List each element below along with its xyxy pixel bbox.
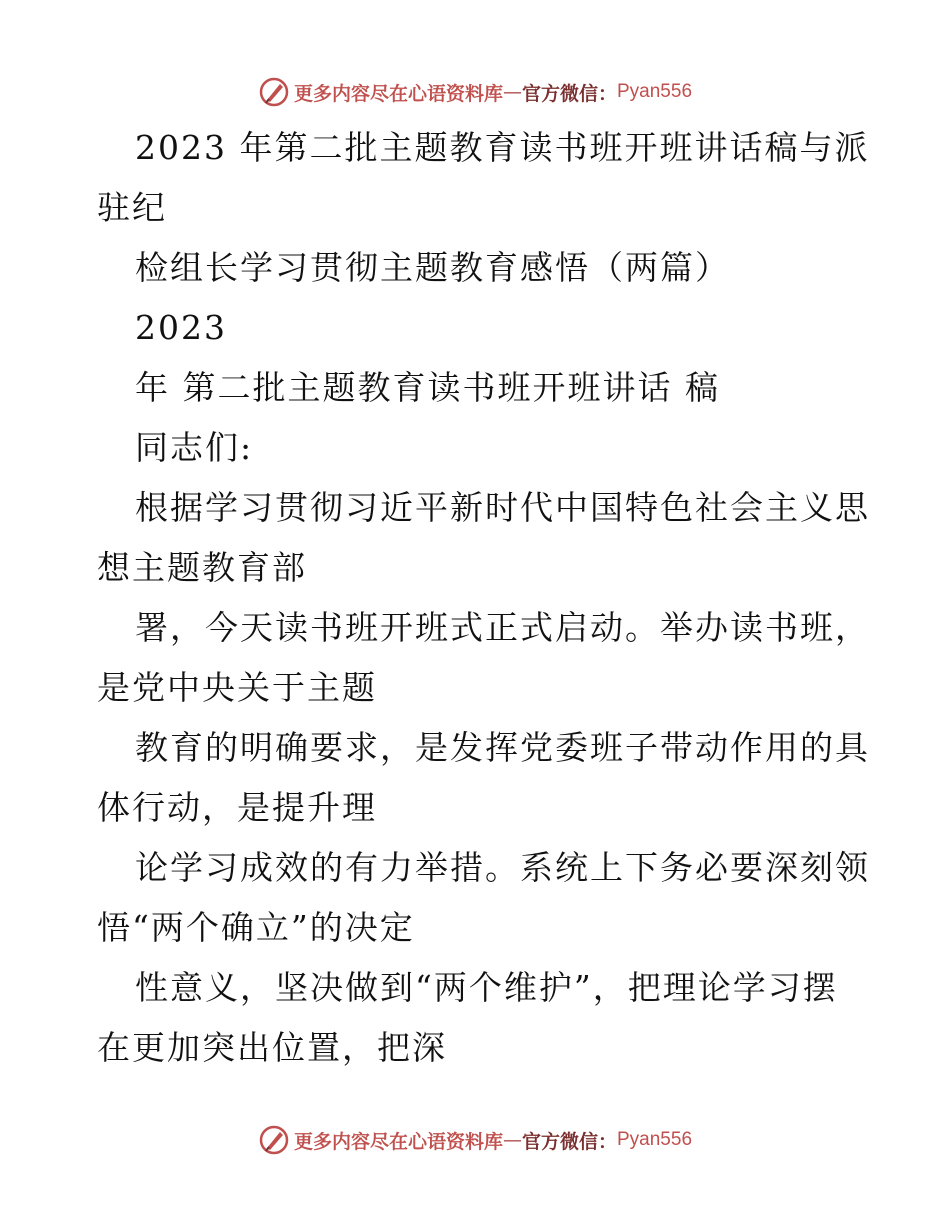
text-line: 驻纪 [97,188,167,227]
quill-logo-icon [258,76,290,108]
banner-dash: — [502,81,522,103]
text-line: 2023 年第二批主题教育读书班开班讲话稿与派 [135,128,870,167]
banner-dash: — [502,1129,522,1151]
brand-name: 更多内容尽在心语资料库 [293,82,503,105]
header-banner [0,72,950,112]
text-line: 同志们: [135,428,254,467]
text-line: 检组长学习贯彻主题教育感悟（两篇） [135,248,730,287]
quill-logo-icon [258,1124,290,1156]
text-line: 性意义，坚决做到“两个维护”，把理论学习摆 [135,968,838,1007]
text-line: 论学习成效的有力举措。系统上下务必要深刻领 [135,848,870,887]
document-body [97,118,870,1078]
wechat-label: 官方微信： [521,82,617,105]
text-line: 想主题教育部 [97,548,307,587]
wechat-label: 官方微信： [521,1130,617,1153]
footer-banner [0,1120,950,1160]
text-line: 署，今天读书班开班式正式启动。举办读书班， [135,608,870,647]
text-line: 在更加突出位置，把深 [97,1028,447,1067]
wechat-handle: Pyan556 [617,1129,693,1150]
text-line: 是党中央关于主题 [97,668,377,707]
brand-name: 更多内容尽在心语资料库 [293,1130,503,1153]
text-line: 2023 [135,308,227,347]
text-line: 教育的明确要求，是发挥党委班子带动作用的具 [135,728,870,767]
text-line: 年 第二批主题教育读书班开班讲话 稿 [135,368,720,407]
text-line: 根据学习贯彻习近平新时代中国特色社会主义思 [135,488,870,527]
wechat-handle: Pyan556 [617,81,693,102]
text-line: 悟“两个确立”的决定 [97,908,415,947]
text-line: 体行动，是提升理 [97,788,377,827]
